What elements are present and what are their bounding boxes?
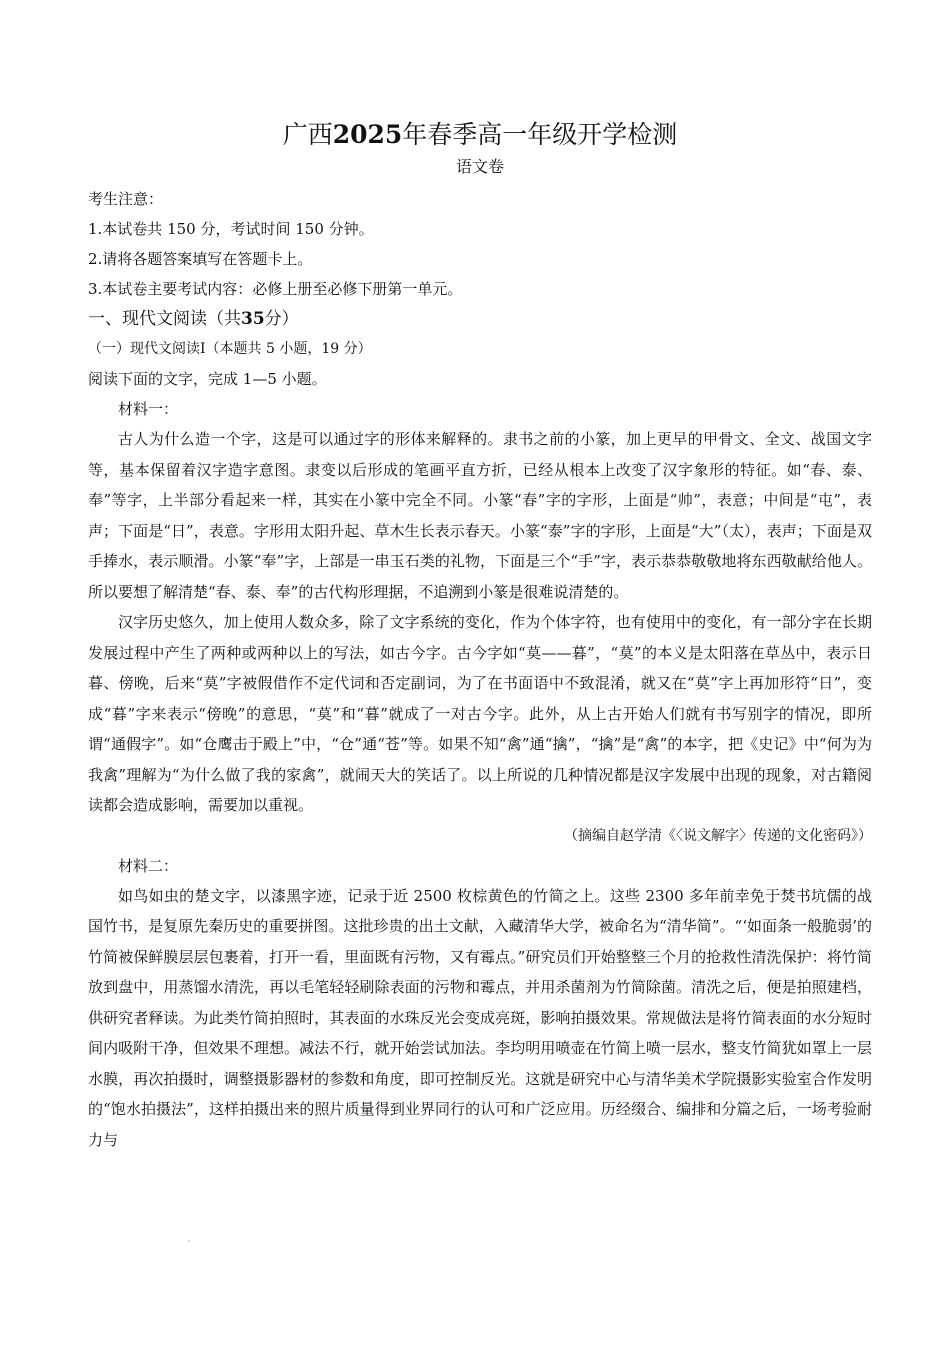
notice-item-2: 2.请将各题答案填写在答题卡上。 (88, 250, 313, 268)
material-1-label: 材料一： (118, 400, 179, 418)
section-heading-prefix: 一、现代文阅读（共 (88, 309, 241, 329)
exam-page (88, 118, 872, 1155)
section-heading-score: 35 (241, 309, 265, 329)
material-1-paragraph-1: 古人为什么造一个字，这是可以通过字的形体来解释的。隶书之前的小篆，加上更早的甲骨文、全文、战国文字等，基本保留着汉字造字意图。隶变以后形成的笔画平直方折，已经从根本上改变了汉字象形的特征。如“春、泰、奉”等字，上半部分看起来一样，其实在小篆中完全不同。小篆“春”字的字形，上面是“帅”，表意；中间是“屯”，表声；下面是“日”，表意。字形用太阳升起、草木生长表示春天。小篆“泰”字的字形，上面是“大”（太），表声；下面是双手捧水，表示顺滑。小篆“奉”字，上部是一串玉石类的礼物，下面是三个“手”字，表示恭恭敬敬地将东西敬献给他人。所以要想了解清楚“春、泰、奉”的古代构形理据，不追溯到小篆是很难说清楚的。 (88, 430, 872, 601)
section-heading (88, 304, 872, 334)
sub-section-heading: （一）现代文阅读Ⅰ（本题共 5 小题，19 分） (88, 341, 372, 357)
material-2-paragraph-1: 如鸟如虫的楚文字，以漆黑字迹，记录于近 2500 枚棕黄色的竹简之上。这些 2300 多年前幸免于焚书坑儒的战国竹书，是复原先秦历史的重要拼图。这批珍贵的出土文献，入藏清华大学，被命名为“清华简”。“‘如面条一般脆弱’的竹简被保鲜膜层层包裹着，打开一看，里面既有污物，又有霉点。”研究员们开始整整三个月的抢救性清洗保护：将竹简放到盘中，用蒸馏水清洗，再以毛笔轻轻刷除表面的污物和霉点，并用杀菌剂为竹简除菌。清洗之后，便是拍照建档，供研究者释读。为此类竹简拍照时，其表面的水珠反光会变成亮斑，影响拍摄效果。常规做法是将竹简表面的水分短时间内吸附干净，但效果不理想。减法不行，就开始尝试加法。李均明用喷壶在竹简上喷一层水，整支竹简犹如罩上一层水膜，再次拍摄时，调整摄影器材的参数和角度，即可控制反光。这就是研究中心与清华美术学院摄影实验室合作发明的“饱水拍摄法”，这样拍摄出来的照片质量得到业界同行的认可和广泛应用。历经缀合、编排和分篇之后，一场考验耐力与 (88, 886, 872, 1149)
material-1-paragraph-2: 汉字历史悠久，加上使用人数众多，除了文字系统的变化，作为个体字符，也有使用中的变化，有一部分字在长期发展过程中产生了两种或两种以上的写法，如古今字。古今字如“莫——暮”，“莫”的本义是太阳落在草丛中，表示日暮、傍晚，后来“莫”字被假借作不定代词和否定副词，为了在书面语中不致混淆，就又在“莫”字上再加形符“日”，变成“暮”字来表示“傍晚”的意思，“莫”和“暮”就成了一对古今字。此外，从上古开始人们就有书写别字的情况，即所谓“通假字”。如“仓鹰击于殿上”中，“仓”通“苍”等。如果不知“禽”通“擒”，“擒”是“禽”的本字，把《史记》中“何为为我禽”理解为“为什么做了我的家禽”，就闹天大的笑话了。以上所说的几种情况都是汉字发展中出现的现象，对古籍阅读都会造成影响，需要加以重视。 (88, 613, 872, 814)
title-prefix: 广西 (282, 120, 333, 149)
notice-item-1: 1.本试卷共 150 分，考试时间 150 分钟。 (88, 220, 374, 238)
section-heading-suffix: 分） (264, 309, 299, 329)
page-mark (188, 1240, 190, 1242)
page-subtitle: 语文卷 (455, 157, 504, 176)
material-1-source: （摘编自赵学清《〈说文解字〉传递的文化密码》） (564, 827, 872, 844)
material-2-label: 材料二： (118, 856, 179, 875)
title-year: 2025 (332, 120, 403, 149)
notice-item-3: 3.本试卷主要考试内容：必修上册至必修下册第一单元。 (88, 280, 463, 298)
notice-label: 考生注意： (88, 190, 164, 208)
reading-instruction: 阅读下面的文字，完成 1—5 小题。 (88, 370, 327, 388)
page-title (88, 118, 872, 152)
title-suffix: 年春季高一年级开学检测 (402, 120, 678, 149)
